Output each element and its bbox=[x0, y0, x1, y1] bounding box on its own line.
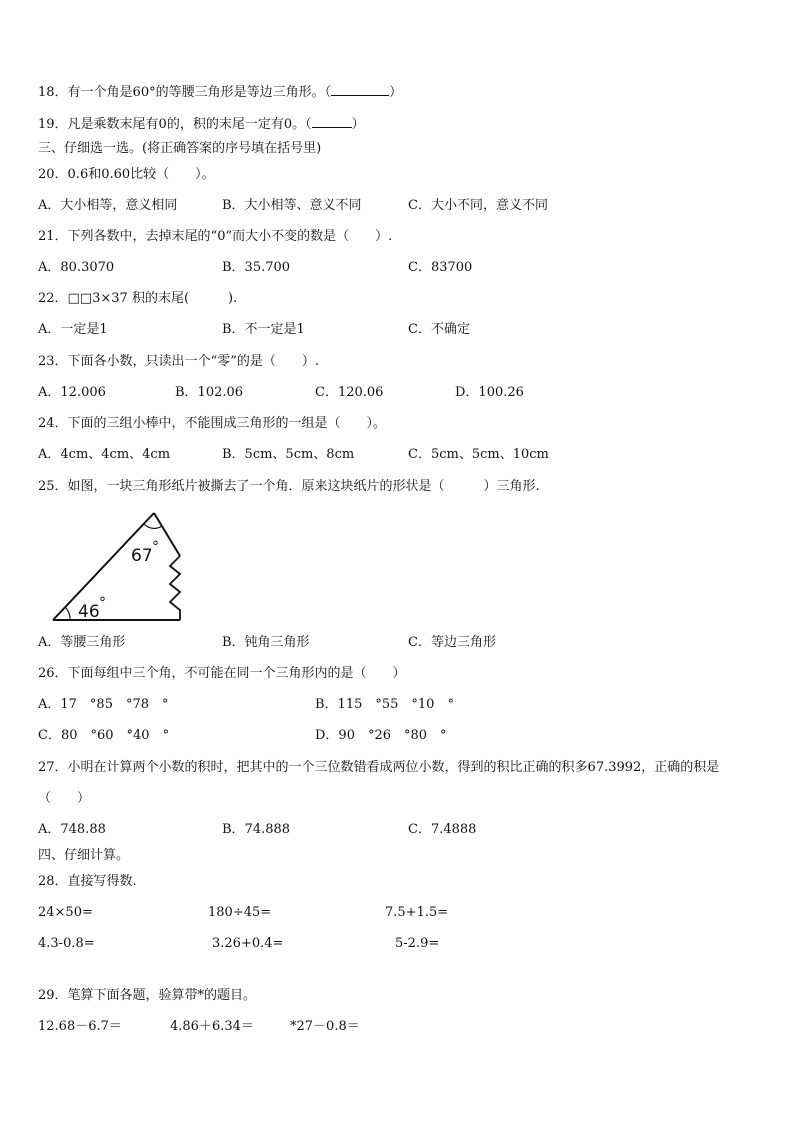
question-number: 19． bbox=[38, 117, 68, 132]
option-c[interactable]: C．80 °60 °40 ° bbox=[38, 728, 170, 743]
question-21: 21．下列各数中，去掉末尾的“0”而大小不变的数是（ ）. bbox=[38, 229, 393, 244]
option-b[interactable]: B．钝角三角形 bbox=[222, 635, 310, 650]
question-19: 19．凡是乘数末尾有0的，积的末尾一定有0。（ ） bbox=[38, 117, 365, 132]
option-c[interactable]: C．不确定 bbox=[408, 322, 470, 337]
question-29: 29．笔算下面各题，验算带*的题目。 bbox=[38, 988, 257, 1003]
question-25: 25．如图，一块三角形纸片被撕去了一个角．原来这块纸片的形状是（ ）三角形. bbox=[38, 479, 540, 494]
answer-blank[interactable] bbox=[312, 115, 352, 128]
calc-item: 24×50= bbox=[38, 905, 93, 920]
angle-arc-left bbox=[65, 607, 70, 620]
torn-edge bbox=[170, 556, 180, 620]
option-a[interactable]: A．等腰三角形 bbox=[38, 635, 126, 650]
section-heading: 三、仔细选一选。(将正确答案的序号填在括号里) bbox=[38, 141, 322, 156]
option-c[interactable]: C．等边三角形 bbox=[408, 635, 496, 650]
calc-item: 3.26+0.4= bbox=[212, 936, 284, 951]
question-23: 23．下面各小数，只读出一个“零”的是（ ）. bbox=[38, 354, 319, 369]
option-a[interactable]: A．一定是1 bbox=[38, 322, 108, 337]
torn-triangle-figure bbox=[48, 508, 188, 626]
question-24: 24．下面的三组小棒中，不能围成三角形的一组是（ ）。 bbox=[38, 416, 387, 431]
question-27: 27．小明在计算两个小数的积时，把其中的一个三位数错看成两位小数，得到的积比正确的积多67.3992，正确的积是 bbox=[38, 760, 720, 775]
question-text: 有一个角是60°的等腰三角形是等边三角形。（ bbox=[67, 85, 332, 100]
angle-label-left: 46 bbox=[78, 602, 100, 622]
calc-item: *27－0.8＝ bbox=[290, 1019, 360, 1034]
option-c[interactable]: C．83700 bbox=[408, 260, 473, 275]
degree-sign-top: ° bbox=[152, 539, 159, 555]
calc-item: 4.86＋6.34＝ bbox=[170, 1019, 254, 1034]
option-b[interactable]: B．大小相等、意义不同 bbox=[222, 198, 362, 213]
question-27-continuation: （ ） bbox=[38, 791, 91, 806]
question-number: 18． bbox=[38, 85, 68, 100]
degree-sign-left: ° bbox=[99, 595, 106, 611]
option-b[interactable]: B．不一定是1 bbox=[222, 322, 305, 337]
option-a[interactable]: A．大小相等，意义相同 bbox=[38, 198, 178, 213]
option-d[interactable]: D．100.26 bbox=[455, 385, 524, 400]
question-18: 18．有一个角是60°的等腰三角形是等边三角形。（ ） bbox=[38, 85, 403, 100]
option-a[interactable]: A．17 °85 °78 ° bbox=[38, 697, 169, 712]
angle-arc-top bbox=[144, 524, 162, 528]
option-a[interactable]: A．12.006 bbox=[38, 385, 106, 400]
section-heading: 四、仔细计算。 bbox=[38, 848, 130, 863]
question-22: 22．□□3×37 积的末尾( ). bbox=[38, 291, 238, 306]
option-a[interactable]: A．748.88 bbox=[38, 822, 106, 837]
option-c[interactable]: C．5cm、5cm、10cm bbox=[408, 447, 549, 462]
option-b[interactable]: B．35.700 bbox=[222, 260, 291, 275]
question-28: 28．直接写得数. bbox=[38, 874, 137, 889]
calc-item: 4.3-0.8= bbox=[38, 936, 95, 951]
option-b[interactable]: B．74.888 bbox=[222, 822, 291, 837]
answer-blank[interactable] bbox=[331, 83, 389, 96]
option-c[interactable]: C．120.06 bbox=[315, 385, 384, 400]
option-d[interactable]: D．90 °26 °80 ° bbox=[315, 728, 447, 743]
question-20: 20．0.6和0.60比较（ ）。 bbox=[38, 167, 215, 182]
option-c[interactable]: C．7.4888 bbox=[408, 822, 477, 837]
option-c[interactable]: C．大小不同，意义不同 bbox=[408, 198, 548, 213]
option-a[interactable]: A．80.3070 bbox=[38, 260, 115, 275]
calc-item: 5-2.9= bbox=[395, 936, 440, 951]
option-b[interactable]: B．102.06 bbox=[175, 385, 244, 400]
calc-item: 180÷45= bbox=[208, 905, 272, 920]
calc-item: 7.5+1.5= bbox=[385, 905, 449, 920]
calc-item: 12.68－6.7＝ bbox=[38, 1019, 122, 1034]
option-b[interactable]: B．115 °55 °10 ° bbox=[315, 697, 454, 712]
question-26: 26．下面每组中三个角，不可能在同一个三角形内的是（ ） bbox=[38, 666, 406, 681]
option-b[interactable]: B．5cm、5cm、8cm bbox=[222, 447, 355, 462]
option-a[interactable]: A．4cm、4cm、4cm bbox=[38, 447, 171, 462]
angle-label-top: 67 bbox=[131, 546, 153, 566]
question-text: 凡是乘数末尾有0的，积的末尾一定有0。（ bbox=[67, 117, 312, 132]
